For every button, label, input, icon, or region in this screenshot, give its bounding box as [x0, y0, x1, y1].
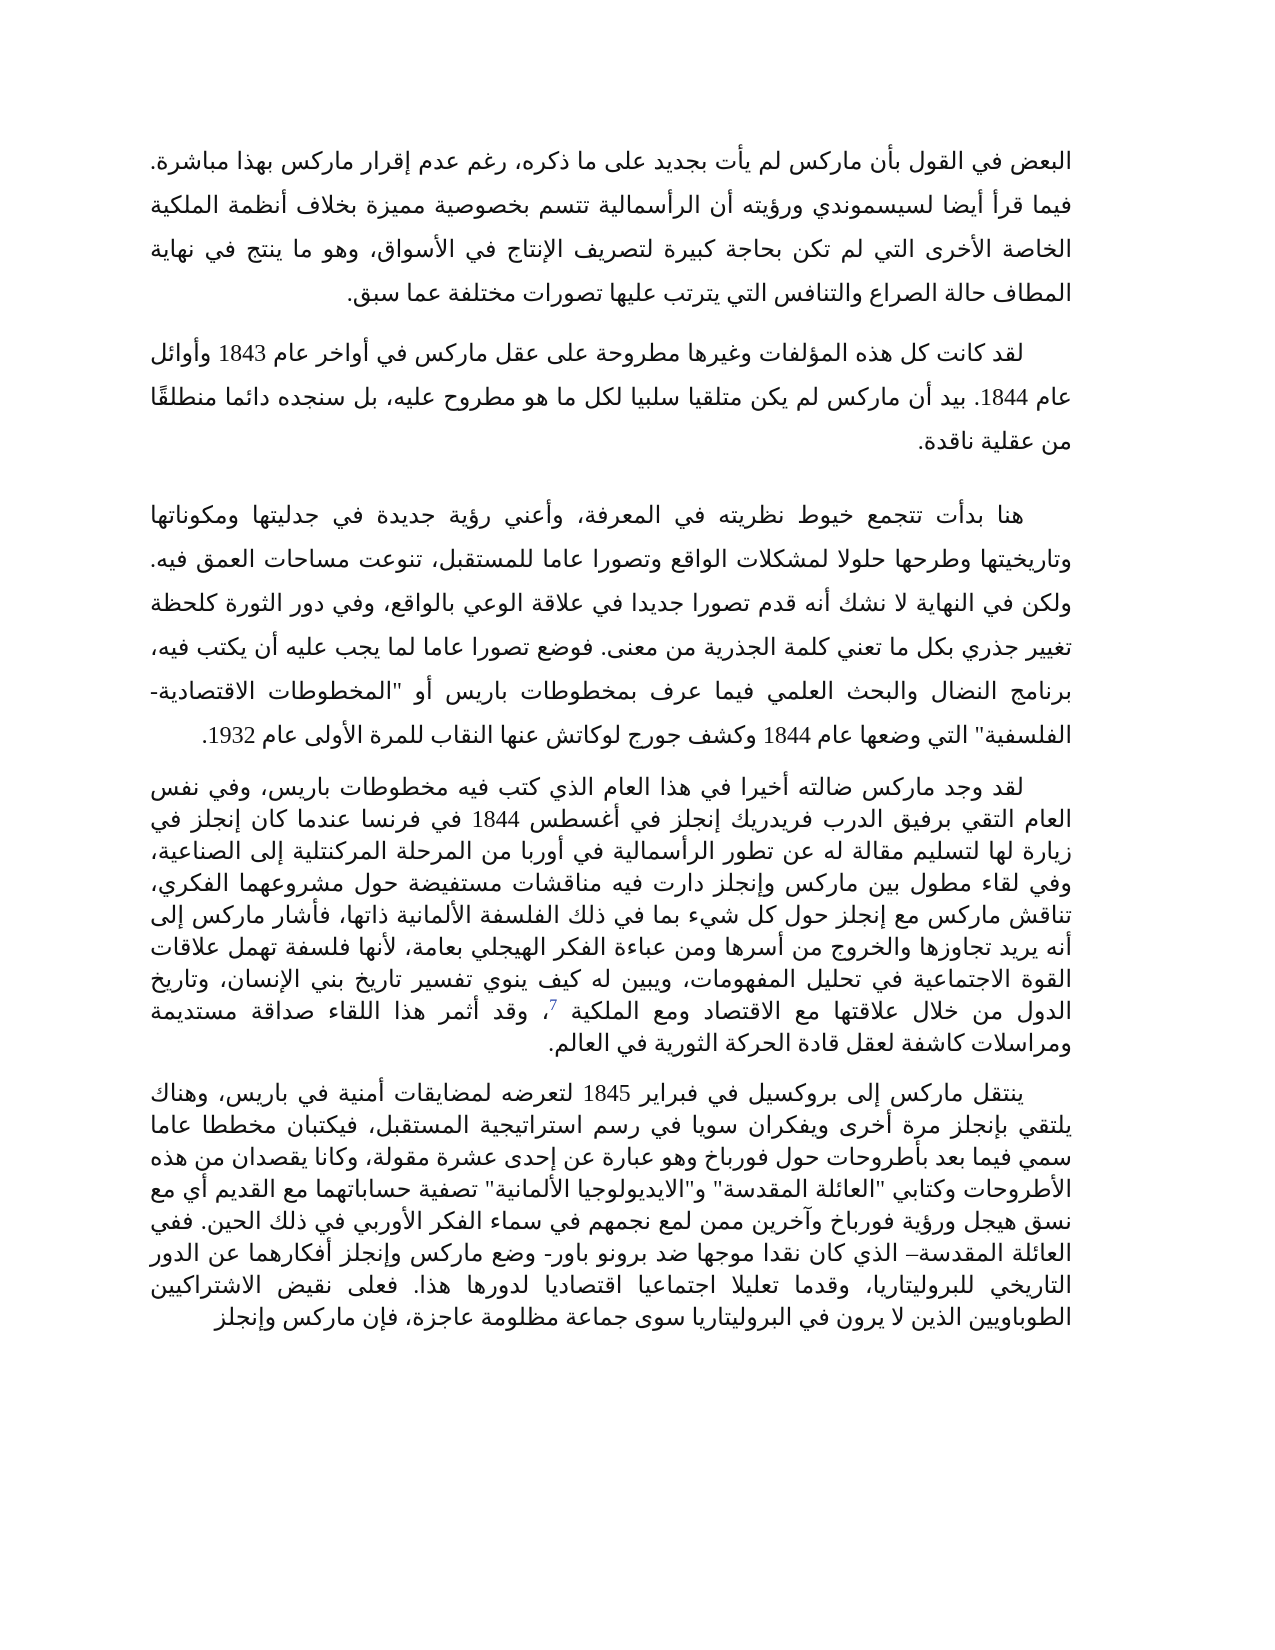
paragraph-1: البعض في القول بأن ماركس لم يأت بجديد على ما ذكره، رغم عدم إقرار ماركس بهذا مباشرة. فيما قرأ أيضا لسيسموندي ورؤيته أن الرأسمالية تتسم بخصوصية مميزة بخلاف أنظمة الملكية الخاصة الأخرى التي لم تكن بحاجة كبيرة لتصريف الإنتاج في الأسواق، وهو ما ينتج في نهاية المطاف حالة الصراع والتنافس التي يترتب عليها تصورات مختلفة عما سبق.: [150, 149, 1072, 307]
paragraph-4-text-after: ، وقد أثمر هذا اللقاء صداقة مستديمة ومراسلات كاشفة لعقل قادة الحركة الثورية في العالم.: [150, 999, 1072, 1057]
footnote-reference[interactable]: 7: [549, 997, 558, 1014]
paragraph-5: ينتقل ماركس إلى بروكسيل في فبراير 1845 لتعرضه لمضايقات أمنية في باريس، وهناك يلتقي بإنجلز مرة أخرى ويفكران سويا في رسم استراتيجية المستقبل، فيكتبان مخططا عاما سمي فيما بعد بأطروحات حول فورباخ وهو عبارة عن إحدى عشرة مقولة، وكانا يقصدان من هذه الأطروحات وكتابي "العائلة المقدسة" و"الايديولوجيا الألمانية" تصفية حساباتهما مع القديم أي مع نسق هيجل ورؤية فورباخ وآخرين ممن لمع نجمهم في سماء الفكر الأوربي في ذلك الحين. ففي العائلة المقدسة– الذي كان نقدا موجها ضد برونو باور- وضع ماركس وإنجلز أفكارهما عن الدور التاريخي للبروليتاريا، وقدما تعليلا اجتماعيا اقتصاديا لدورها هذا. فعلى نقيض الاشتراكيين الطوباويين الذين لا يرون في البروليتاريا سوى جماعة مظلومة عاجزة، فإن ماركس وإنجلز: [150, 1081, 1072, 1331]
paragraph-4: [150, 772, 1072, 1060]
paragraph-3: هنا بدأت تتجمع خيوط نظريته في المعرفة، وأعني رؤية جديدة في جدليتها ومكوناتها وتاريخيتها وطرحها حلولا لمشكلات الواقع وتصورا عاما للمستقبل، تنوعت مساحات العمق فيه. ولكن في النهاية لا نشك أنه قدم تصورا جديدا في علاقة الوعي بالواقع، وفي دور الثورة كلحظة تغيير جذري بكل ما تعني كلمة الجذرية من معنى. فوضع تصورا عاما لما يجب عليه أن يكتب فيه، برنامج النضال والبحث العلمي فيما عرف بمخطوطات باريس أو "المخطوطات الاقتصادية-الفلسفية" التي وضعها عام 1844 وكشف جورج لوكاتش عنها النقاب للمرة الأولى عام 1932.: [150, 503, 1072, 749]
document-page: [150, 140, 1072, 1334]
paragraph-4-text-before: لقد وجد ماركس ضالته أخيرا في هذا العام الذي كتب فيه مخطوطات باريس، وفي نفس العام التقي برفيق الدرب فريدريك إنجلز في أغسطس 1844 في فرنسا عندما كان إنجلز في زيارة لها لتسليم مقالة له عن تطور الرأسمالية في أوربا من المرحلة المركنتلية إلى الصناعية، وفي لقاء مطول بين ماركس وإنجلز دارت فيه مناقشات مستفيضة حول مشروعهما الفكري، تناقش ماركس مع إنجلز حول كل شيء بما في ذلك الفلسفة الألمانية ذاتها، فأشار ماركس إلى أنه يريد تجاوزها والخروج من أسرها ومن عباءة الفكر الهيجلي بعامة، لأنها فلسفة تهمل علاقات القوة الاجتماعية في تحليل المفهومات، ويبين له كيف ينوي تفسير تاريخ بني الإنسان، وتاريخ الدول من خلال علاقتها مع الاقتصاد ومع الملكية: [150, 775, 1073, 1025]
paragraph-2: لقد كانت كل هذه المؤلفات وغيرها مطروحة على عقل ماركس في أواخر عام 1843 وأوائل عام 1844. بيد أن ماركس لم يكن متلقيا سلبيا لكل ما هو مطروح عليه، بل سنجده دائما منطلقًا من عقلية ناقدة.: [150, 341, 1072, 455]
